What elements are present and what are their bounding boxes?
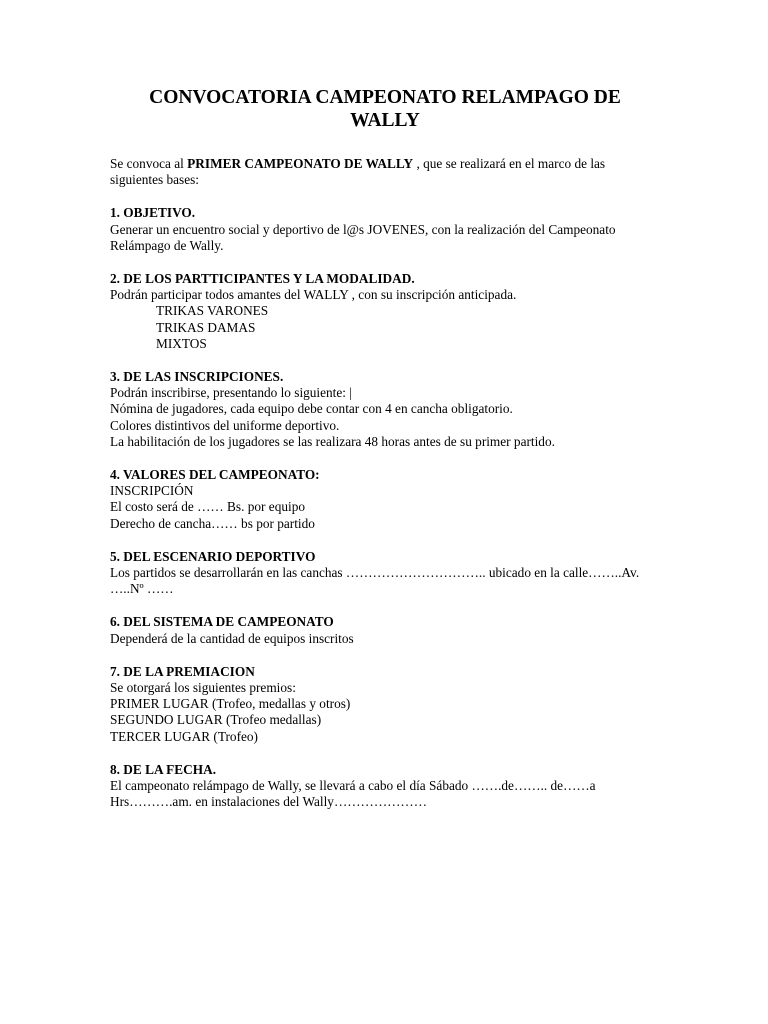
section-text: Los partidos se desarrollarán en las canchas ………………………….. ubicado en la calle……..Av. …..Nº ……	[110, 565, 643, 597]
intro-text-before: Se convoca al	[110, 156, 188, 171]
section-text: Podrán participar todos amantes del WALLY , con su inscripción anticipada.	[110, 287, 517, 303]
section-text: Colores distintivos del uniforme deportivo.	[110, 417, 340, 433]
document-title	[110, 86, 660, 132]
intro-bold-text: PRIMER CAMPEONATO DE WALLY	[187, 156, 414, 171]
section-heading: 4. VALORES DEL CAMPEONATO:	[110, 467, 320, 483]
section-text: PRIMER LUGAR (Trofeo, medallas y otros)	[110, 696, 351, 712]
category-item: TRIKAS VARONES	[156, 303, 269, 319]
document-page	[110, 86, 660, 828]
section-heading: 5. DEL ESCENARIO DEPORTIVO	[110, 548, 316, 564]
intro-paragraph	[110, 156, 660, 188]
title-line-1: CONVOCATORIA CAMPEONATO RELAMPAGO DE	[149, 87, 621, 108]
section-text: La habilitación de los jugadores se las realizara 48 horas antes de su primer partido.	[110, 433, 555, 449]
section-text: El campeonato relámpago de Wally, se llevará a cabo el día Sábado …….de…….. de……a Hrs……….am. en instalaciones del Wally…………………	[110, 778, 599, 810]
section-text: Podrán inscribirse, presentando lo siguiente: |	[110, 385, 352, 401]
section-text: Dependerá de la cantidad de equipos inscritos	[110, 630, 354, 646]
section-heading: 7. DE LA PREMIACION	[110, 663, 255, 679]
section-escenario	[110, 549, 660, 598]
section-heading: 3. DE LAS INSCRIPCIONES.	[110, 369, 284, 385]
section-text: Nómina de jugadores, cada equipo debe contar con 4 en cancha obligatorio.	[110, 401, 513, 417]
intro-text-after: , que se realizará en el marco de las siguientes bases:	[110, 156, 606, 188]
section-premiacion	[110, 664, 660, 745]
section-objetivo	[110, 205, 660, 254]
section-text: TERCER LUGAR (Trofeo)	[110, 728, 258, 744]
category-item: MIXTOS	[156, 335, 207, 351]
section-heading: 6. DEL SISTEMA DE CAMPEONATO	[110, 614, 334, 630]
section-text: Generar un encuentro social y deportivo de l@s JOVENES, con la realización del Campeonato Relámpago de Wally.	[110, 221, 619, 253]
section-inscripciones	[110, 369, 660, 450]
section-valores	[110, 467, 660, 532]
section-text: El costo será de …… Bs. por equipo	[110, 499, 305, 515]
section-heading: 2. DE LOS PARTTICIPANTES Y LA MODALIDAD.	[110, 271, 415, 287]
section-text: INSCRIPCIÓN	[110, 483, 194, 499]
section-text: Se otorgará los siguientes premios:	[110, 680, 296, 696]
section-heading: 8. DE LA FECHA.	[110, 761, 217, 777]
section-text: Derecho de cancha…… bs por partido	[110, 515, 315, 531]
section-participantes	[110, 271, 660, 352]
section-heading: 1. OBJETIVO.	[110, 205, 196, 221]
section-text: SEGUNDO LUGAR (Trofeo medallas)	[110, 712, 322, 728]
section-sistema	[110, 614, 660, 646]
category-item: TRIKAS DAMAS	[156, 319, 256, 335]
title-line-2: WALLY	[350, 110, 420, 131]
section-fecha	[110, 762, 660, 811]
